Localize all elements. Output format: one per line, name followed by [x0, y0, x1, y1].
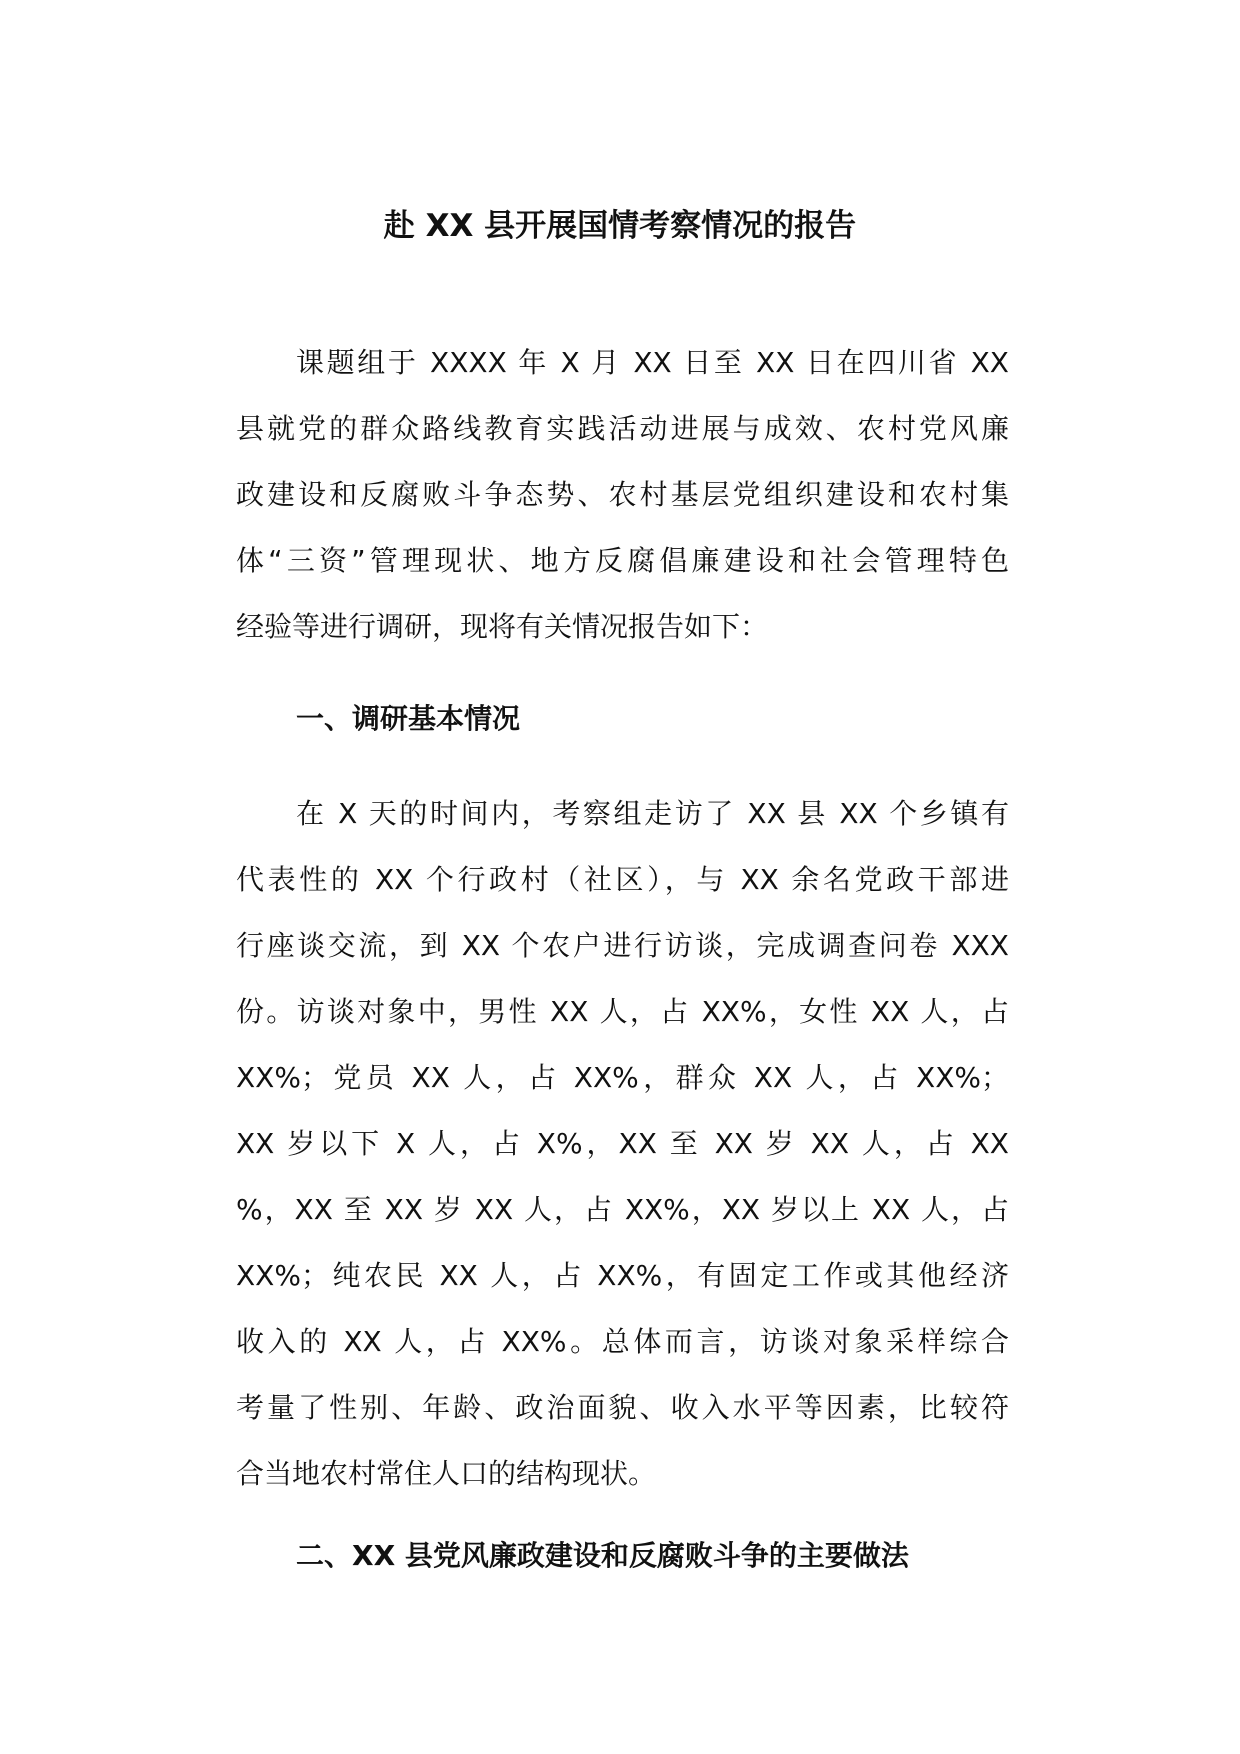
section1-line: %，XX 至 XX 岁 XX 人，占 XX%，XX 岁以上 XX 人，占: [236, 1193, 1009, 1226]
section1-line: XX%；纯农民 XX 人，占 XX%，有固定工作或其他经济: [236, 1259, 1009, 1292]
section1-line: 份。访谈对象中，男性 XX 人，占 XX%，女性 XX 人，占: [236, 995, 1009, 1028]
section1-line: 在 X 天的时间内，考察组走访了 XX 县 XX 个乡镇有: [296, 797, 1009, 830]
section1-line: XX 岁以下 X 人，占 X%，XX 至 XX 岁 XX 人，占 XX: [236, 1127, 1009, 1160]
document-title: 赴 XX 县开展国情考察情况的报告: [383, 208, 857, 244]
intro-paragraph: [236, 330, 1009, 660]
intro-line: 课题组于 XXXX 年 X 月 XX 日至 XX 日在四川省 XX: [296, 346, 1009, 379]
section1-paragraph: [236, 781, 1009, 1507]
section1-line: 合当地农村常住人口的结构现状。: [236, 1457, 657, 1490]
section1-line: 行座谈交流，到 XX 个农户进行访谈，完成调查问卷 XXX: [236, 929, 1009, 962]
intro-line: 体“三资”管理现状、地方反腐倡廉建设和社会管理特色: [236, 544, 1009, 577]
intro-line: 县就党的群众路线教育实践活动进展与成效、农村党风廉: [236, 412, 1009, 445]
section1-line: 代表性的 XX 个行政村（社区），与 XX 余名党政干部进: [236, 863, 1009, 896]
section1-line: XX%；党员 XX 人，占 XX%，群众 XX 人，占 XX%；: [236, 1061, 1009, 1094]
section-heading-2: 二、XX 县党风廉政建设和反腐败斗争的主要做法: [296, 1539, 909, 1572]
section-heading-1: 一、调研基本情况: [296, 702, 521, 735]
section1-line: 考量了性别、年龄、政治面貌、收入水平等因素，比较符: [236, 1391, 1009, 1424]
intro-line: 政建设和反腐败斗争态势、农村基层党组织建设和农村集: [236, 478, 1009, 511]
intro-line: 经验等进行调研，现将有关情况报告如下：: [236, 610, 769, 643]
section1-line: 收入的 XX 人，占 XX%。总体而言，访谈对象采样综合: [236, 1325, 1009, 1358]
